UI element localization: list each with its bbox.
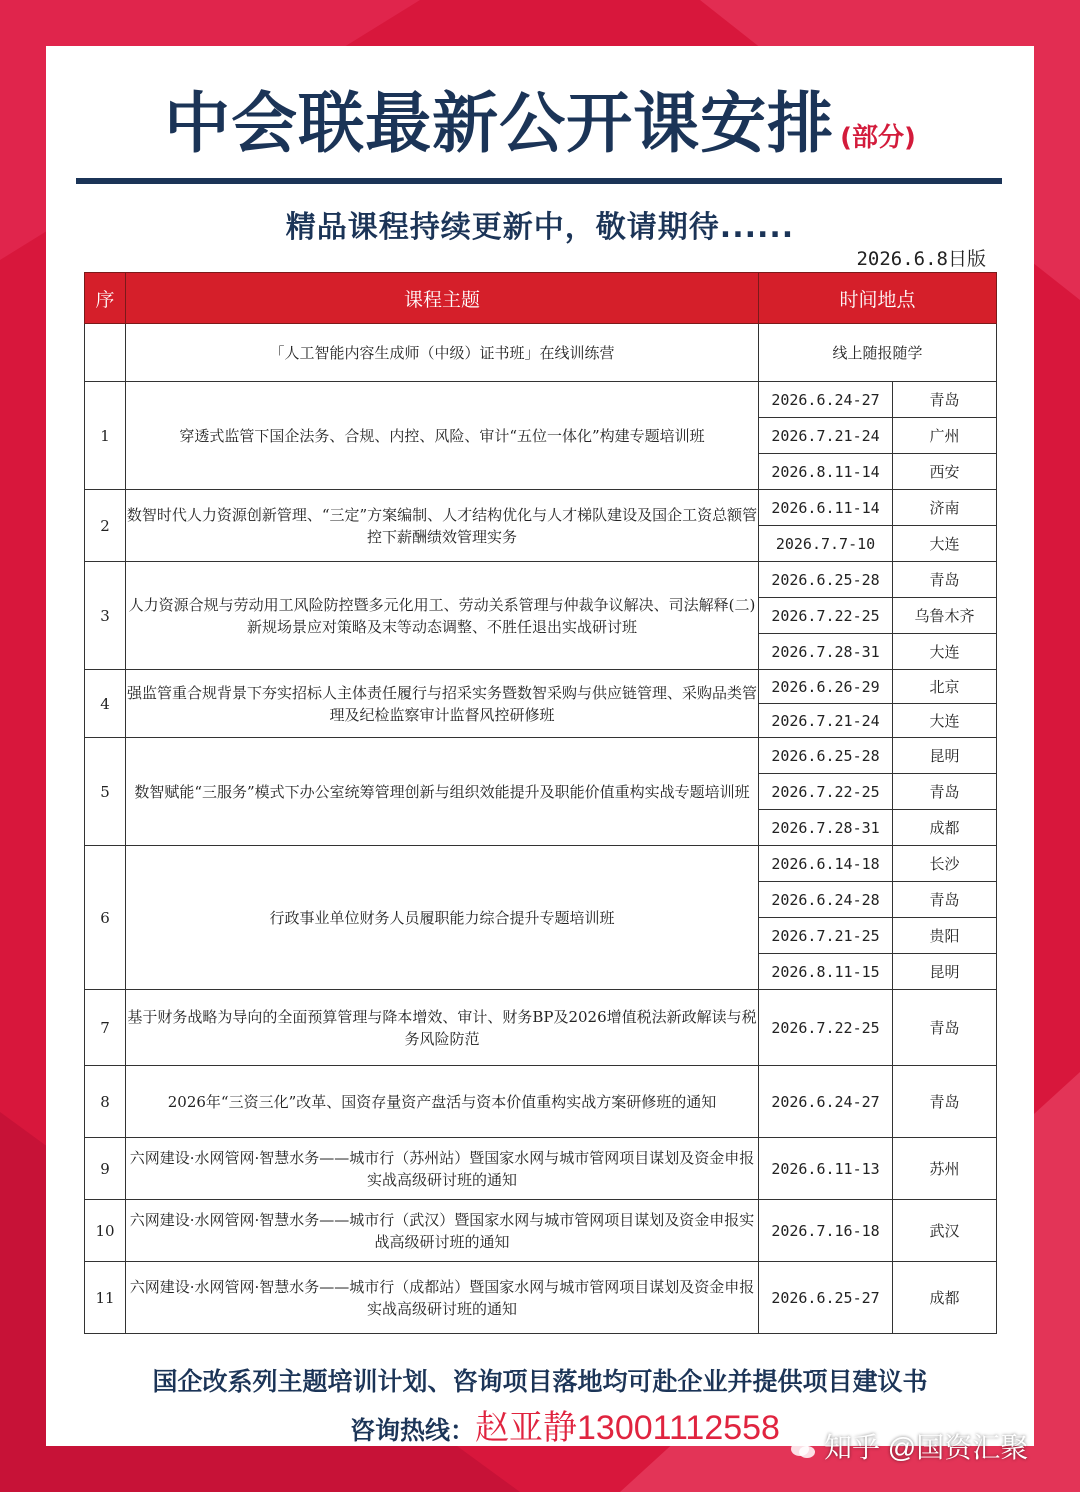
topic-cell: 数智时代人力资源创新管理、“三定”方案编制、人才结构优化与人才梯队建设及国企工资总额管控下薪酬绩效管理实务 bbox=[126, 490, 759, 562]
date-cell: 2026.7.21-24 bbox=[759, 704, 893, 738]
city-cell: 青岛 bbox=[893, 990, 997, 1066]
date-cell: 2026.7.28-31 bbox=[759, 810, 893, 846]
date-cell: 2026.6.25-28 bbox=[759, 738, 893, 774]
city-cell: 大连 bbox=[893, 634, 997, 670]
hotline bbox=[350, 1400, 780, 1449]
hotline-label: 咨询热线： bbox=[350, 1416, 476, 1445]
seq-cell: 1 bbox=[85, 382, 126, 490]
topic-cell: 六网建设·水网管网·智慧水务——城市行（苏州站）暨国家水网与城市管网项目谋划及资金申报实战高级研讨班的通知 bbox=[126, 1138, 759, 1200]
topic-cell: 「人工智能内容生成师（中级）证书班」在线训练营 bbox=[126, 324, 759, 382]
table-row bbox=[85, 738, 997, 774]
date-cell: 2026.8.11-15 bbox=[759, 954, 893, 990]
table-row-online bbox=[85, 324, 997, 382]
table-row bbox=[85, 1262, 997, 1334]
table-row bbox=[85, 846, 997, 882]
seq-cell: 6 bbox=[85, 846, 126, 990]
table-row bbox=[85, 562, 997, 598]
date-cell: 2026.6.24-28 bbox=[759, 882, 893, 918]
topic-cell: 六网建设·水网管网·智慧水务——城市行（成都站）暨国家水网与城市管网项目谋划及资金申报实战高级研讨班的通知 bbox=[126, 1262, 759, 1334]
seq-cell: 9 bbox=[85, 1138, 126, 1200]
city-cell: 昆明 bbox=[893, 954, 997, 990]
topic-cell: 强监管重合规背景下夯实招标人主体责任履行与招采实务暨数智采购与供应链管理、采购品类管理及纪检监察审计监督风控研修班 bbox=[126, 670, 759, 738]
topic-cell: 2026年“三资三化”改革、国资存量资产盘活与资本价值重构实战方案研修班的通知 bbox=[126, 1066, 759, 1138]
seq-cell: 8 bbox=[85, 1066, 126, 1138]
city-cell: 乌鲁木齐 bbox=[893, 598, 997, 634]
date-cell: 2026.6.24-27 bbox=[759, 1066, 893, 1138]
seq-cell: 11 bbox=[85, 1262, 126, 1334]
date-cell: 2026.7.22-25 bbox=[759, 990, 893, 1066]
seq-cell: 5 bbox=[85, 738, 126, 846]
time-place-cell: 线上随报随学 bbox=[759, 324, 997, 382]
title-divider bbox=[76, 178, 1002, 184]
date-cell: 2026.7.28-31 bbox=[759, 634, 893, 670]
watermark bbox=[790, 1426, 1028, 1466]
date-cell: 2026.7.7-10 bbox=[759, 526, 893, 562]
topic-cell: 穿透式监管下国企法务、合规、内控、风险、审计“五位一体化”构建专题培训班 bbox=[126, 382, 759, 490]
seq-cell: 10 bbox=[85, 1200, 126, 1262]
city-cell: 青岛 bbox=[893, 774, 997, 810]
city-cell: 青岛 bbox=[893, 882, 997, 918]
seq-cell: 4 bbox=[85, 670, 126, 738]
seq-cell: 2 bbox=[85, 490, 126, 562]
city-cell: 北京 bbox=[893, 670, 997, 704]
date-cell: 2026.6.11-14 bbox=[759, 490, 893, 526]
table-row bbox=[85, 1066, 997, 1138]
table-row bbox=[85, 1138, 997, 1200]
watermark-text: 知乎 @国资汇聚 bbox=[824, 1432, 1029, 1463]
version-label: 2026.6.8日版 bbox=[856, 248, 986, 270]
date-cell: 2026.6.11-13 bbox=[759, 1138, 893, 1200]
topic-cell: 行政事业单位财务人员履职能力综合提升专题培训班 bbox=[126, 846, 759, 990]
city-cell: 成都 bbox=[893, 810, 997, 846]
wechat-icon bbox=[790, 1440, 816, 1460]
topic-cell: 数智赋能“三服务”模式下办公室统筹管理创新与组织效能提升及职能价值重构实战专题培训班 bbox=[126, 738, 759, 846]
footer-note: 国企改系列主题培训计划、咨询项目落地均可赴企业并提供项目建议书 bbox=[152, 1367, 928, 1396]
city-cell: 青岛 bbox=[893, 382, 997, 418]
seq-cell: 3 bbox=[85, 562, 126, 670]
subtitle: 精品课程持续更新中，敬请期待...... bbox=[285, 210, 795, 245]
date-cell: 2026.7.22-25 bbox=[759, 774, 893, 810]
course-schedule-table bbox=[84, 272, 997, 1334]
date-cell: 2026.7.21-25 bbox=[759, 918, 893, 954]
title-main: 中会联最新公开课安排 bbox=[164, 85, 835, 162]
city-cell: 青岛 bbox=[893, 562, 997, 598]
date-cell: 2026.8.11-14 bbox=[759, 454, 893, 490]
date-cell: 2026.6.24-27 bbox=[759, 382, 893, 418]
table-row bbox=[85, 990, 997, 1066]
header-time-place: 时间地点 bbox=[759, 273, 997, 324]
city-cell: 大连 bbox=[893, 526, 997, 562]
date-cell: 2026.7.16-18 bbox=[759, 1200, 893, 1262]
seq-cell: 7 bbox=[85, 990, 126, 1066]
city-cell: 广州 bbox=[893, 418, 997, 454]
table-row bbox=[85, 1200, 997, 1262]
header-seq: 序 bbox=[85, 273, 126, 324]
date-cell: 2026.6.14-18 bbox=[759, 846, 893, 882]
table-row bbox=[85, 490, 997, 526]
city-cell: 昆明 bbox=[893, 738, 997, 774]
table-row bbox=[85, 382, 997, 418]
city-cell: 贵阳 bbox=[893, 918, 997, 954]
date-cell: 2026.6.25-27 bbox=[759, 1262, 893, 1334]
date-cell: 2026.6.25-28 bbox=[759, 562, 893, 598]
topic-cell: 六网建设·水网管网·智慧水务——城市行（武汉）暨国家水网与城市管网项目谋划及资金申报实战高级研讨班的通知 bbox=[126, 1200, 759, 1262]
city-cell: 西安 bbox=[893, 454, 997, 490]
date-cell: 2026.7.22-25 bbox=[759, 598, 893, 634]
city-cell: 大连 bbox=[893, 704, 997, 738]
poster-title bbox=[0, 70, 1080, 165]
city-cell: 青岛 bbox=[893, 1066, 997, 1138]
city-cell: 苏州 bbox=[893, 1138, 997, 1200]
date-cell: 2026.7.21-24 bbox=[759, 418, 893, 454]
city-cell: 武汉 bbox=[893, 1200, 997, 1262]
header-topic: 课程主题 bbox=[126, 273, 759, 324]
city-cell: 成都 bbox=[893, 1262, 997, 1334]
city-cell: 长沙 bbox=[893, 846, 997, 882]
table-header-row bbox=[85, 273, 997, 324]
title-note: (部分) bbox=[840, 123, 916, 153]
city-cell: 济南 bbox=[893, 490, 997, 526]
topic-cell: 基于财务战略为导向的全面预算管理与降本增效、审计、财务BP及2026增值税法新政解读与税务风险防范 bbox=[126, 990, 759, 1066]
topic-cell: 人力资源合规与劳动用工风险防控暨多元化用工、劳动关系管理与仲裁争议解决、司法解释(二)新规场景应对策略及末等动态调整、不胜任退出实战研讨班 bbox=[126, 562, 759, 670]
date-cell: 2026.6.26-29 bbox=[759, 670, 893, 704]
table-row bbox=[85, 670, 997, 704]
hotline-contact: 赵亚静13001112558 bbox=[475, 1409, 780, 1447]
seq-cell bbox=[85, 324, 126, 382]
